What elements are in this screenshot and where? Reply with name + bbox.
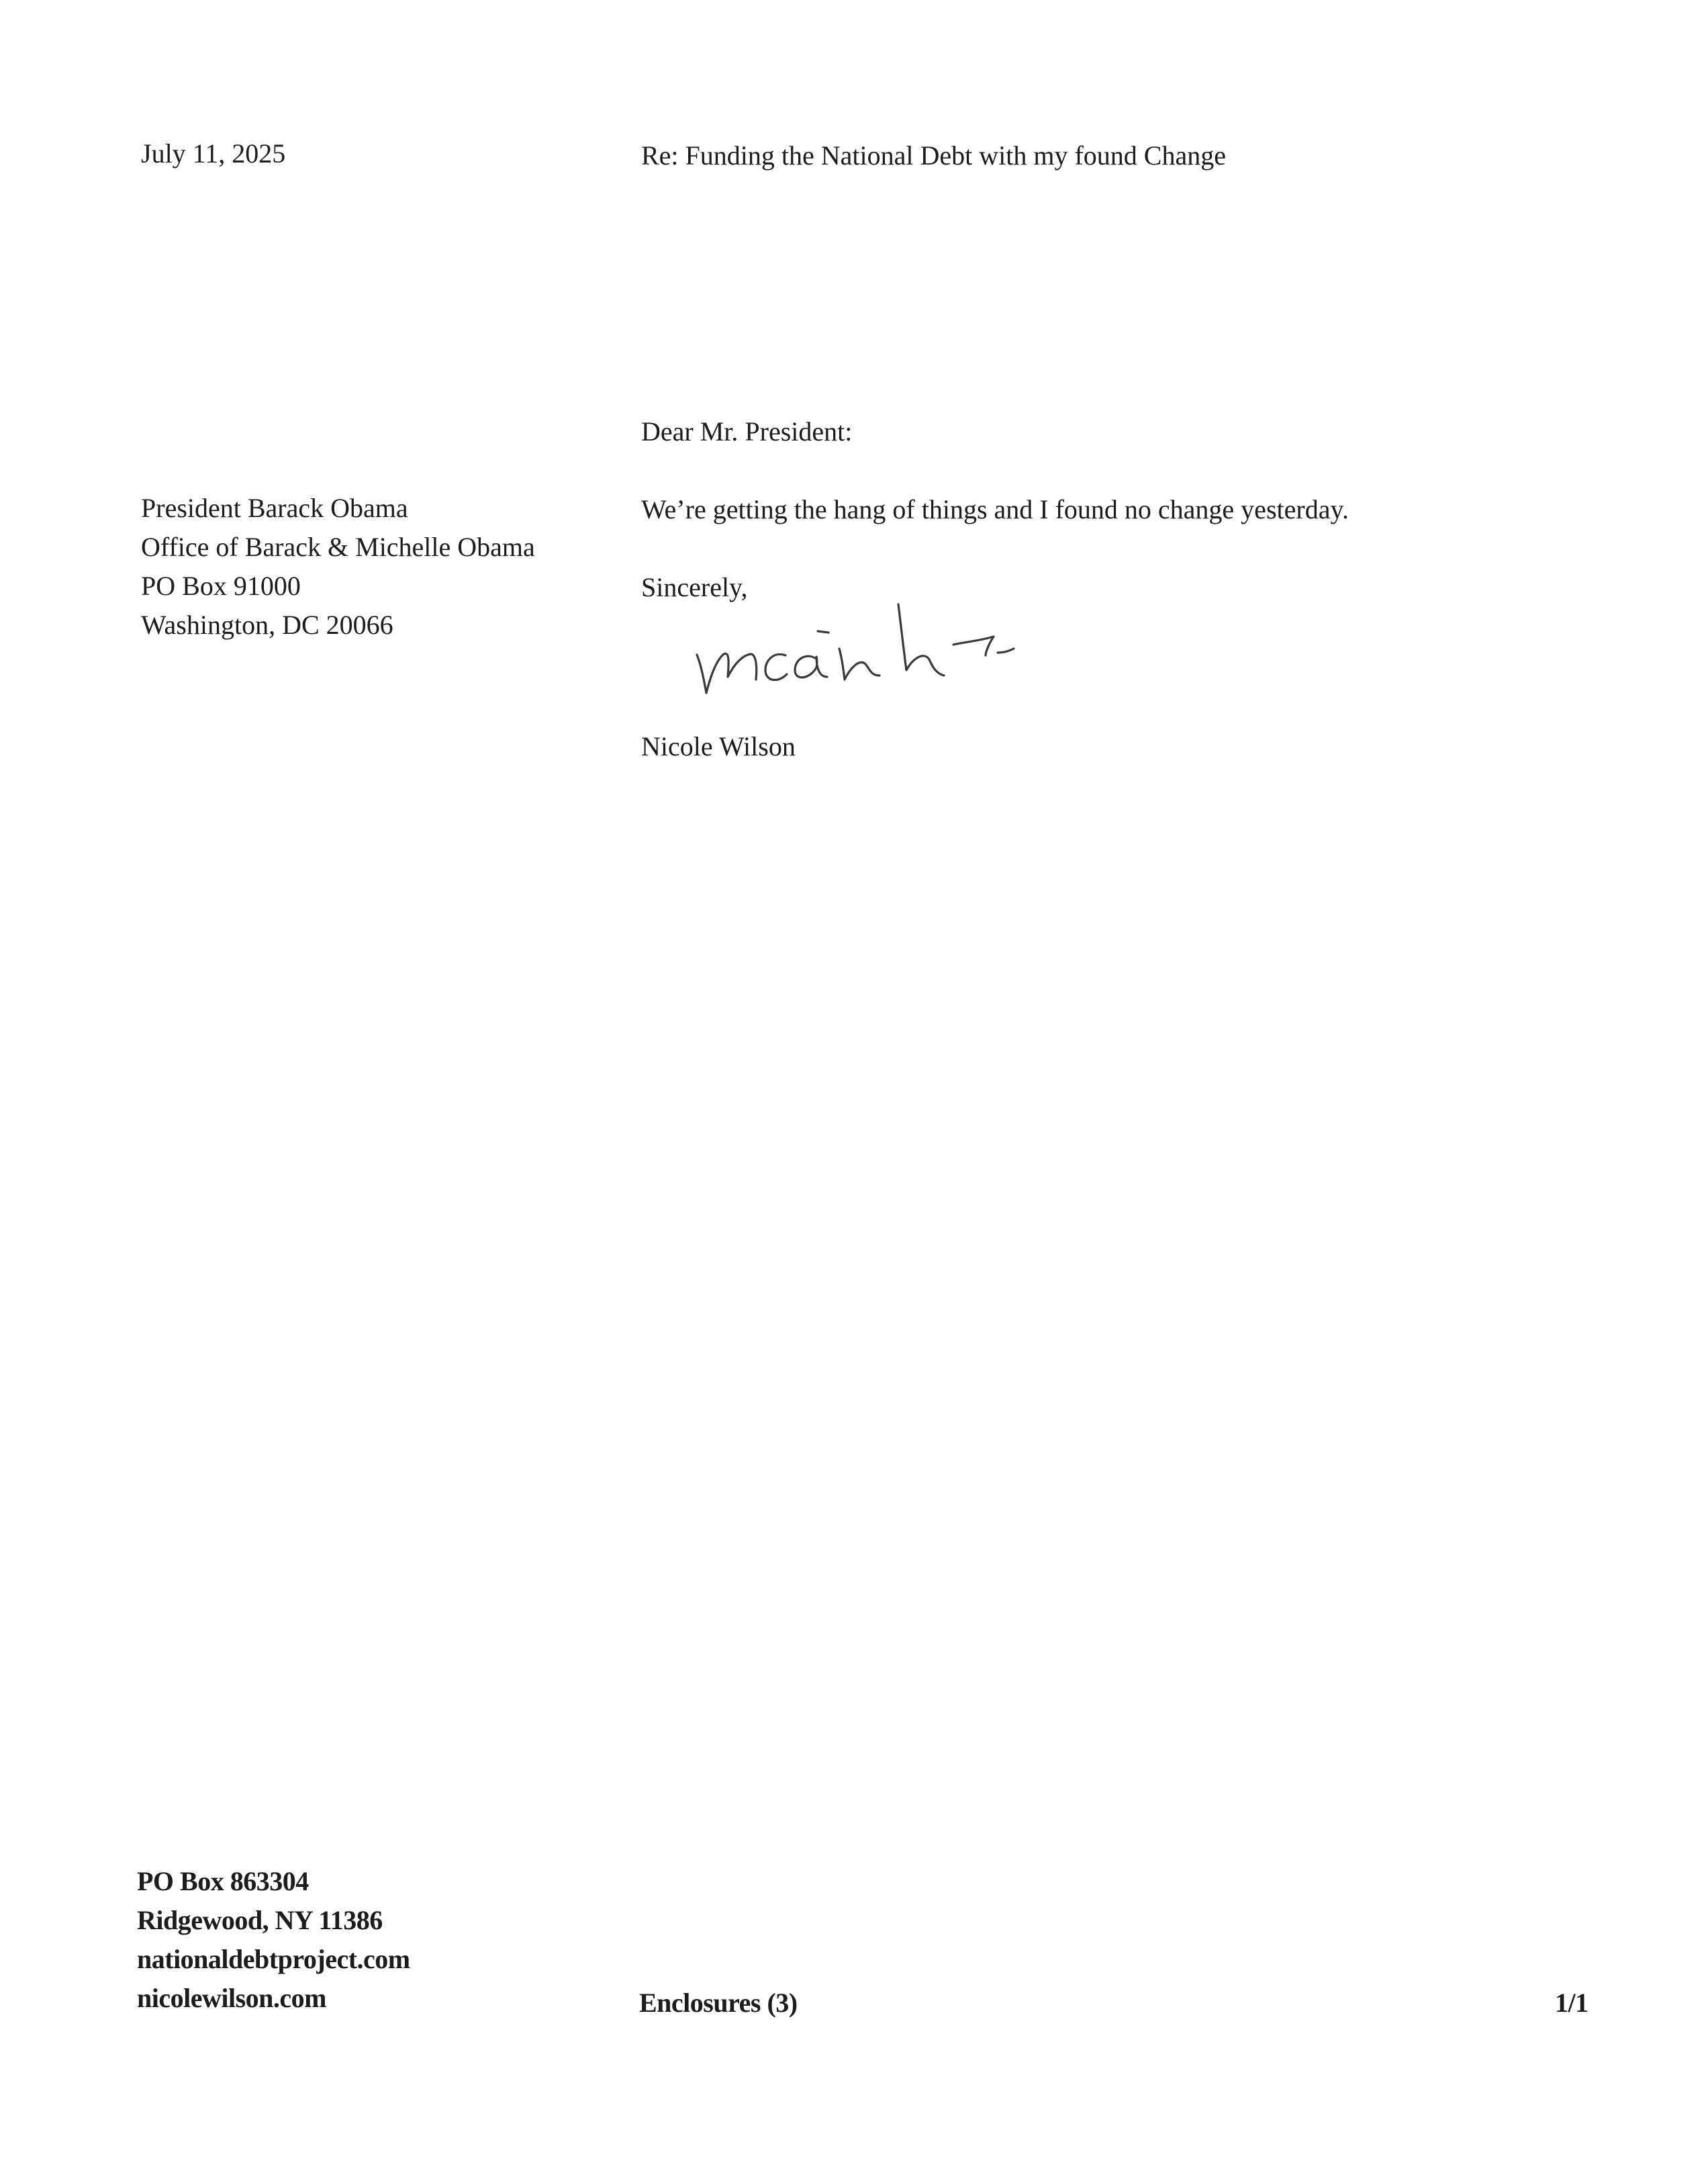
recipient-office: Office of Barack & Michelle Obama <box>141 532 535 562</box>
recipient-po-box: PO Box 91000 <box>141 571 301 601</box>
sender-website-personal: nicolewilson.com <box>137 1983 326 2013</box>
enclosures-note: Enclosures (3) <box>639 1988 798 2018</box>
recipient-address <box>141 489 535 645</box>
page-number: 1/1 <box>1555 1988 1588 2018</box>
recipient-name: President Barack Obama <box>141 493 408 523</box>
signer-name: Nicole Wilson <box>641 731 796 761</box>
handwritten-signature-icon <box>685 591 1034 705</box>
sender-city: Ridgewood, NY 11386 <box>137 1905 383 1935</box>
sender-address <box>137 1862 410 2018</box>
sender-po-box: PO Box 863304 <box>137 1866 309 1896</box>
sender-website-project: nationaldebtproject.com <box>137 1944 410 1974</box>
closing: Sincerely, <box>641 572 748 602</box>
letter-date: July 11, 2025 <box>141 138 286 169</box>
letter-subject: Re: Funding the National Debt with my found Change <box>641 140 1226 171</box>
salutation: Dear Mr. President: <box>641 416 853 447</box>
recipient-city: Washington, DC 20066 <box>141 610 393 640</box>
letter-body: We’re getting the hang of things and I found no change yesterday. <box>641 494 1349 524</box>
